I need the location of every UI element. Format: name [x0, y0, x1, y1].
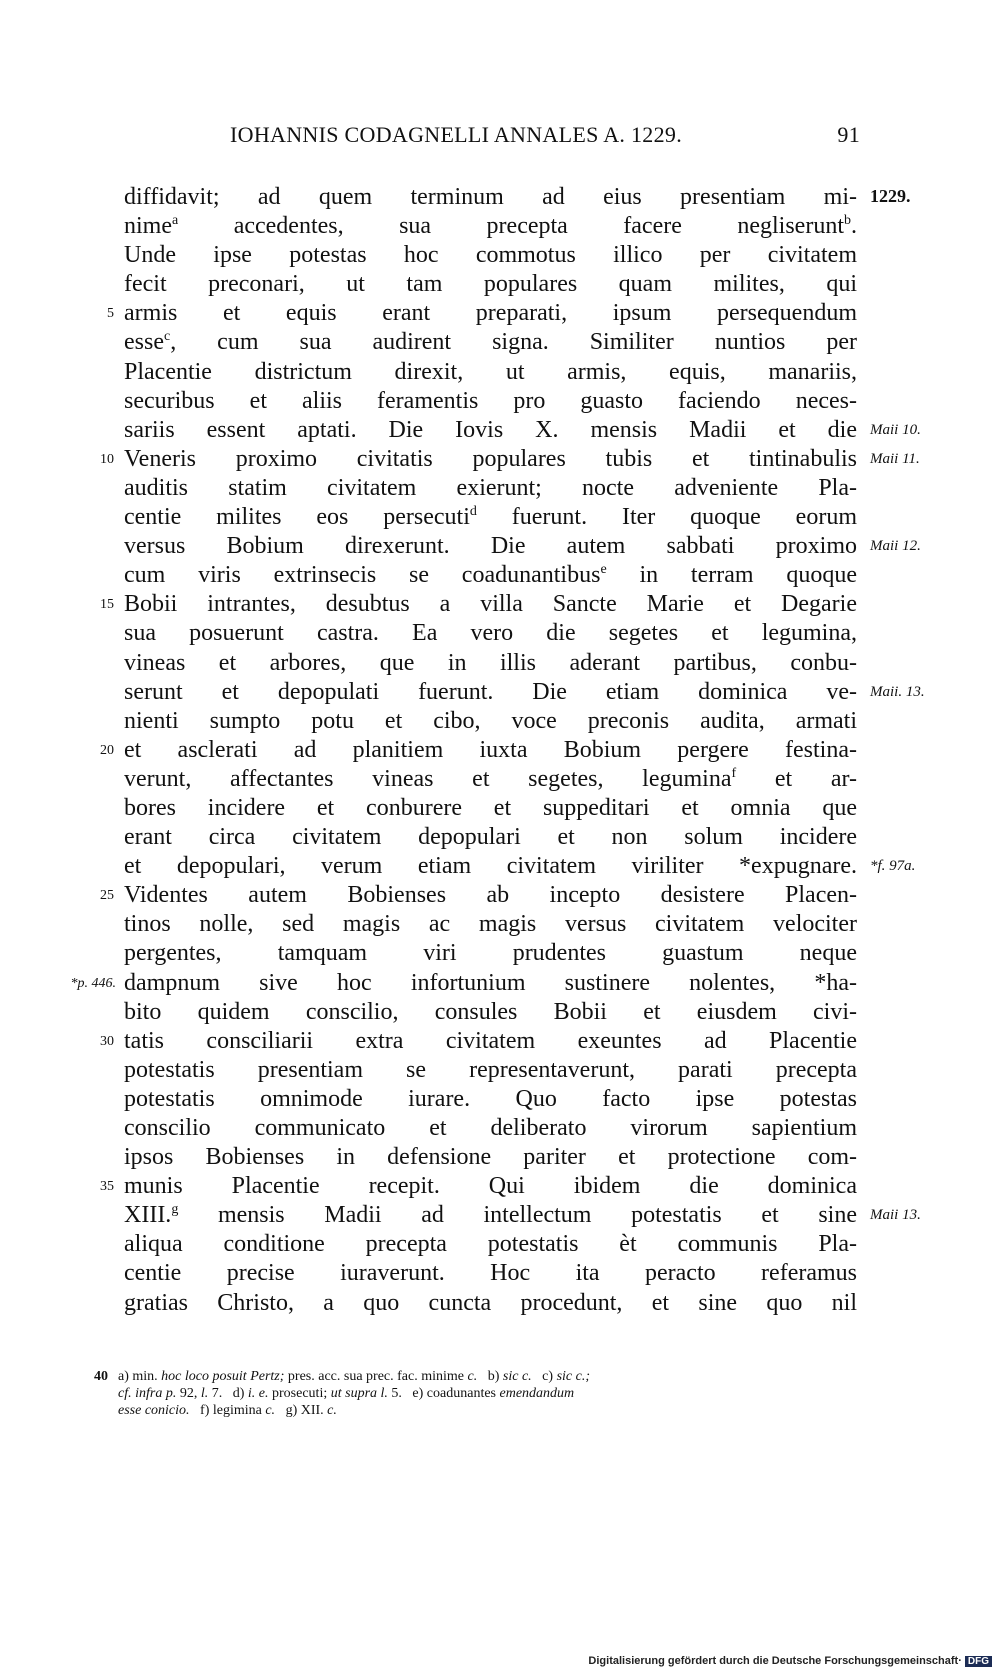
line-text: conscilio communicato et deliberato virorum sapientium: [124, 1115, 857, 1141]
line-text: munis Placentie recepit. Qui ibidem die dominica: [124, 1173, 857, 1200]
footnote-text: [118, 1368, 864, 1419]
line-number: 10: [100, 451, 114, 467]
text-line: [0, 183, 1000, 212]
line-text: sariis essent aptati. Die Iovis X. mensis Madii et die: [124, 416, 857, 443]
line-text: erant circa civitatem depopulari et non solum incidere: [124, 824, 857, 851]
text-line: [0, 503, 1000, 532]
line-number: 30: [100, 1033, 114, 1049]
page-reference: *p. 446.: [70, 975, 116, 991]
main-text: [0, 183, 1000, 1318]
text-line: [0, 794, 1000, 823]
dfg-logo: DFG: [965, 1656, 992, 1667]
margin-date: 1229.: [870, 186, 911, 206]
text-line: [0, 328, 1000, 357]
line-text: tatis consciliarii extra civitatem exeuntes ad Placentie: [124, 1027, 857, 1054]
line-text: fecit preconari, ut tam populares quam milites, qui: [124, 271, 857, 298]
line-text: Bobii intrantes, desubtus a villa Sancte Marie et Degarie: [124, 591, 857, 618]
line-text: et depopulari, verum etiam civitatem viriliter *expugnare.: [124, 853, 857, 880]
text-line: [0, 1114, 1000, 1143]
text-line: [0, 590, 1000, 619]
line-text: Veneris proximo civitatis populares tubis et tintinabulis: [124, 445, 857, 472]
line-number: 25: [100, 888, 114, 904]
text-line: [0, 939, 1000, 968]
line-text: pergentes, tamquam viri prudentes guastum neque: [124, 940, 857, 967]
text-line: [0, 881, 1000, 910]
margin-date: Maii 11.: [870, 450, 920, 467]
line-text: securibus et aliis feramentis pro guasto faciendo neces-: [124, 387, 857, 414]
text-line: [0, 1027, 1000, 1056]
line-text: Videntes autem Bobienses ab incepto desistere Placen-: [124, 882, 857, 909]
line-text: Unde ipse potestas hoc commotus illico per civitatem: [124, 242, 857, 269]
text-line: [0, 387, 1000, 416]
text-line: [0, 416, 1000, 445]
line-text: verunt, affectantes vineas et segetes, legumina$^f$ et ar-: [124, 765, 858, 792]
text-line: [0, 765, 1000, 794]
text-line: [0, 270, 1000, 299]
text-line: [0, 1230, 1000, 1259]
footnote-line: cf. infra p. 92, l. 7. d) i. e. prosecuti; ut supra l. 5. e) coadunantes emendandum: [118, 1386, 575, 1401]
line-text: auditis statim civitatem exierunt; nocte adveniente Pla-: [124, 474, 857, 501]
line-text: armis et equis erant preparati, ipsum persequendum: [124, 300, 857, 327]
digitization-credit: Digitalisierung gefördert durch die Deutsche Forschungsgemeinschaft· DFG: [588, 1655, 992, 1667]
line-text: Placentie districtum direxit, ut armis, equis, manariis,: [124, 358, 857, 385]
credit-text: Digitalisierung gefördert durch die Deutsche Forschungsgemeinschaft: [588, 1655, 959, 1667]
text-line: [0, 910, 1000, 939]
line-text: vineas et arbores, que in illis aderant partibus, conbu-: [124, 649, 857, 676]
running-header: [230, 122, 860, 152]
line-text: aliqua conditione precepta potestatis èt communis Pla-: [124, 1231, 857, 1258]
text-line: [0, 1201, 1000, 1230]
text-line: [0, 1289, 1000, 1318]
footnotes: [94, 1368, 864, 1419]
line-text: versus Bobium direxerunt. Die autem sabbati proximo: [124, 533, 857, 560]
line-text: centie milites eos persecuti$^d$ fuerunt. Iter quoque eorum: [124, 504, 857, 531]
line-text: ipsos Bobienses in defensione pariter et protectione com-: [124, 1144, 857, 1171]
text-line: [0, 619, 1000, 648]
text-line: [0, 1143, 1000, 1172]
line-text: nienti sumpto potu et cibo, voce preconis audita, armati: [124, 707, 857, 734]
line-text: nime$^a$ accedentes, sua precepta facere negliserunt$^b$.: [124, 213, 857, 240]
footnote-line: a) min. hoc loco posuit Pertz; pres. acc. sua prec. fac. minime c. b) sic c. c) sic c.;: [118, 1369, 590, 1384]
text-line: [0, 474, 1000, 503]
line-number: 5: [107, 306, 114, 322]
text-line: [0, 969, 1000, 998]
text-line: [0, 1085, 1000, 1114]
footnote-line: esse conicio. f) legimina c. g) XII. c.: [118, 1403, 337, 1418]
text-line: [0, 1172, 1000, 1201]
text-line: [0, 823, 1000, 852]
text-line: [0, 736, 1000, 765]
page-number: 91: [837, 122, 860, 147]
line-text: diffidavit; ad quem terminum ad eius presentiam mi-: [124, 184, 857, 210]
line-text: bores incidere et conburere et suppeditari et omnia que: [124, 794, 857, 821]
text-line: [0, 212, 1000, 241]
line-text: gratias Christo, a quo cuncta procedunt, et sine quo nil: [124, 1289, 857, 1316]
line-text: et asclerati ad planitiem iuxta Bobium pergere festina-: [124, 736, 857, 763]
line-text: bito quidem conscilio, consules Bobii et eiusdem civi-: [124, 998, 857, 1025]
text-line: [0, 649, 1000, 678]
text-line: [0, 1259, 1000, 1288]
text-line: [0, 998, 1000, 1027]
text-line: [0, 241, 1000, 270]
header-title: IOHANNIS CODAGNELLI ANNALES A. 1229.: [230, 122, 683, 147]
margin-date: *f. 97a.: [870, 858, 916, 875]
text-line: [0, 299, 1000, 328]
line-text: sua posuerunt castra. Ea vero die segetes et legumina,: [124, 620, 857, 647]
text-line: [0, 1056, 1000, 1085]
margin-date: Maii. 13.: [870, 683, 925, 700]
line-text: serunt et depopulati fuerunt. Die etiam dominica ve-: [124, 678, 857, 705]
line-text: cum viris extrinsecis se coadunantibus$^e$ in terram quoque: [124, 562, 857, 589]
margin-date: Maii 12.: [870, 538, 921, 555]
text-line: [0, 707, 1000, 736]
line-text: dampnum sive hoc infortunium sustinere nolentes, *ha-: [124, 969, 857, 996]
line-number: 15: [100, 597, 114, 613]
text-line: [0, 678, 1000, 707]
text-line: [0, 852, 1000, 881]
text-line: [0, 358, 1000, 387]
footnote-line-number: 40: [94, 1369, 108, 1384]
line-text: esse$^c$, cum sua audirent signa. Similiter nuntios per: [124, 329, 857, 356]
text-line: [0, 561, 1000, 590]
line-number: 20: [100, 742, 114, 758]
text-line: [0, 445, 1000, 474]
line-text: XIII.$^g$ mensis Madii ad intellectum potestatis et sine: [124, 1202, 857, 1229]
margin-date: Maii 13.: [870, 1207, 921, 1224]
line-text: centie precise iuraverunt. Hoc ita peracto referamus: [124, 1260, 857, 1287]
line-number: 35: [100, 1179, 114, 1195]
line-text: potestatis presentiam se representaverunt, parati precepta: [124, 1056, 857, 1083]
text-line: [0, 532, 1000, 561]
margin-date: Maii 10.: [870, 421, 921, 438]
line-text: tinos nolle, sed magis ac magis versus civitatem velociter: [124, 911, 857, 938]
line-text: potestatis omnimode iurare. Quo facto ipse potestas: [124, 1085, 857, 1112]
